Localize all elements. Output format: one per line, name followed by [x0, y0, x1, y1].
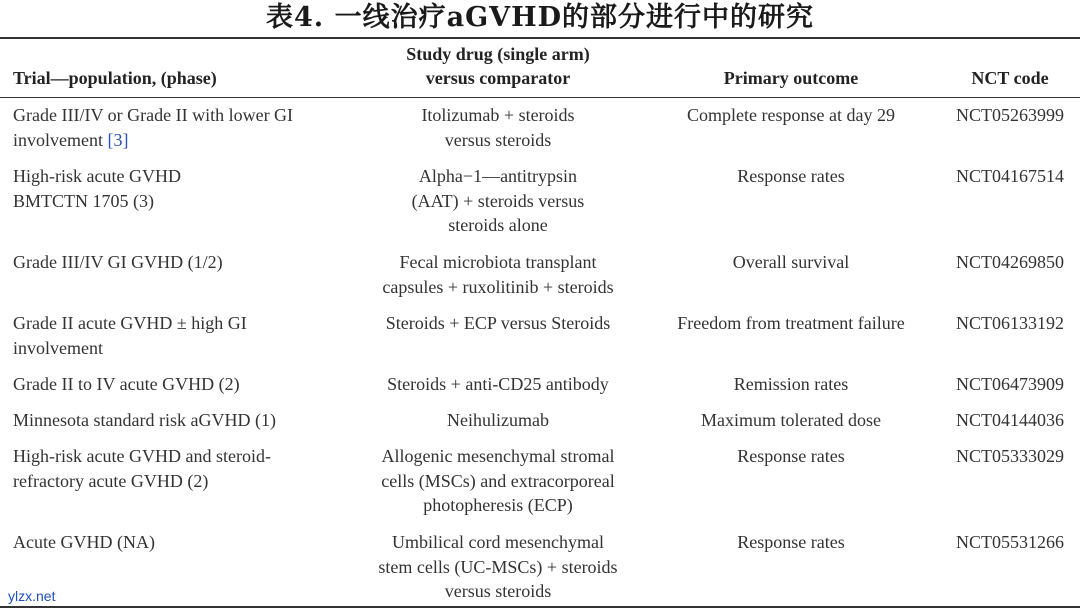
header-drug-line2: versus comparator: [425, 68, 571, 88]
trial-line: Grade II acute GVHD ± high GI: [13, 313, 247, 333]
outcome-cell: Freedom from treatment failure: [677, 313, 905, 333]
drug-cell: [360, 164, 636, 238]
citation-link[interactable]: [3]: [107, 129, 129, 150]
outcome-cell: Response rates: [737, 166, 845, 186]
outcome-cell: Overall survival: [732, 252, 850, 272]
drug-line: Allogenic mesenchymal stromal: [381, 446, 615, 466]
header-drug-line1: Study drug (single arm): [406, 44, 590, 64]
drug-cell: [360, 103, 636, 152]
drug-line: versus steroids: [444, 129, 552, 150]
nct-cell: NCT06473909: [956, 374, 1064, 394]
nct-cell: NCT05263999: [956, 105, 1064, 125]
trial-line: High-risk acute GVHD and steroid-: [13, 446, 271, 466]
header-trial: Trial—population, (phase): [13, 68, 217, 88]
trial-cell: [13, 164, 363, 213]
nct-cell: NCT04144036: [956, 410, 1064, 430]
nct-cell: NCT05333029: [956, 446, 1064, 466]
table-title: 表4. 一线治疗aGVHD的部分进行中的研究: [265, 2, 814, 33]
drug-line: Umbilical cord mesenchymal: [392, 532, 604, 552]
nct-cell: NCT05531266: [956, 532, 1064, 552]
nct-cell: NCT06133192: [956, 313, 1064, 333]
drug-line: Alpha−1—antitrypsin: [418, 166, 578, 186]
drug-line: capsules + ruxolitinib + steroids: [382, 276, 614, 297]
drug-cell: [360, 444, 636, 518]
drug-line: Itolizumab + steroids: [421, 105, 575, 125]
header-rule: [0, 97, 1080, 98]
outcome-cell: Remission rates: [733, 374, 849, 394]
top-rule: [0, 37, 1080, 39]
trial-cell: [13, 444, 363, 493]
drug-line: steroids alone: [448, 215, 548, 235]
trial-text: involvement: [13, 129, 108, 150]
trial-cell: [13, 311, 363, 360]
bottom-rule: [0, 606, 1080, 608]
trial-line: involvement: [13, 337, 103, 358]
trial-cell: [13, 103, 363, 152]
nct-cell: NCT04167514: [956, 166, 1064, 186]
trial-line: [13, 128, 363, 153]
drug-line: Fecal microbiota transplant: [399, 252, 597, 272]
drug-line: photopheresis (ECP): [423, 495, 573, 515]
trial-line: BMTCTN 1705 (3): [13, 190, 154, 211]
drug-cell: [360, 250, 636, 299]
drug-line: stem cells (UC-MSCs) + steroids: [378, 556, 618, 577]
drug-line: (AAT) + steroids versus: [411, 190, 585, 211]
drug-cell: Steroids + anti-CD25 antibody: [387, 374, 609, 394]
trial-cell: Grade III/IV GI GVHD (1/2): [13, 252, 223, 272]
trial-cell: Grade II to IV acute GVHD (2): [13, 374, 240, 394]
trial-line: refractory acute GVHD (2): [13, 470, 209, 491]
trial-cell: Minnesota standard risk aGVHD (1): [13, 410, 276, 430]
outcome-cell: Maximum tolerated dose: [701, 410, 881, 430]
trial-line: High-risk acute GVHD: [13, 166, 181, 186]
drug-line: cells (MSCs) and extracorporeal: [381, 470, 615, 491]
header-nct: NCT code: [971, 68, 1049, 88]
drug-cell: Steroids + ECP versus Steroids: [385, 313, 611, 333]
drug-cell: [360, 530, 636, 604]
watermark: ylzx.net: [8, 588, 56, 604]
outcome-cell: Complete response at day 29: [687, 105, 895, 125]
outcome-cell: Response rates: [737, 446, 845, 466]
outcome-cell: Response rates: [737, 532, 845, 552]
trial-line: Grade III/IV or Grade II with lower GI: [13, 105, 294, 125]
trial-cell: Acute GVHD (NA): [13, 532, 155, 552]
drug-line: versus steroids: [444, 581, 552, 601]
drug-cell: Neihulizumab: [447, 410, 549, 430]
nct-cell: NCT04269850: [956, 252, 1064, 272]
header-outcome: Primary outcome: [723, 68, 859, 88]
